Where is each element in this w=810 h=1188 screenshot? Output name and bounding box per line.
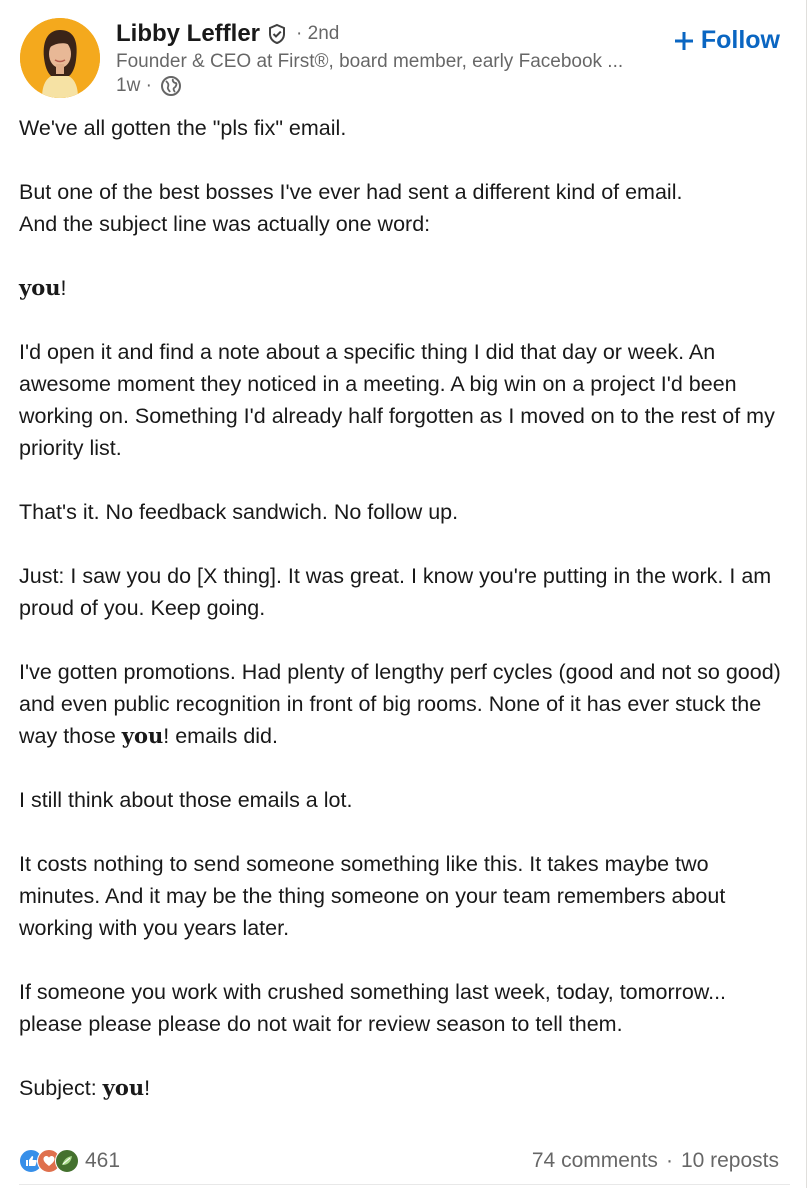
reactions-summary[interactable] [19,1149,120,1173]
paragraph [19,560,789,624]
paragraph [19,272,789,304]
engagement-counts [532,1149,779,1173]
post-time: 1w · [116,75,152,96]
paragraph-text: If someone you work with crushed something last week, today, tomorrow... please please please do not wait for review season to tell them. [19,980,727,1036]
bold-you-text: you [19,275,61,300]
connection-degree: · 2nd [296,23,340,44]
paragraph-text: Subject: [19,1076,103,1100]
paragraph [19,112,789,144]
paragraph [19,336,789,464]
author-info [116,18,676,97]
paragraph-text: ! [60,276,67,300]
paragraph [19,496,789,528]
paragraph [19,848,789,944]
separator-dot: · [665,1149,673,1172]
bold-you-text: you [121,723,164,748]
follow-button[interactable] [673,26,780,55]
author-name[interactable]: Libby Leffler [116,20,261,47]
paragraph-text: ! emails did. [163,724,278,748]
author-headline: Founder & CEO at First®, board member, early Facebook ... [116,51,624,72]
divider [19,1184,790,1185]
paragraph-text: And the subject line was actually one word: [19,212,431,236]
paragraph [19,976,789,1040]
paragraph-text: It costs nothing to send someone something like this. It takes maybe two minutes. And it may be the thing someone on your team remembers about working with you years later. [19,852,726,940]
globe-icon [160,75,182,97]
paragraph [19,1072,789,1104]
paragraph-text: I'd open it and find a note about a specific thing I did that day or week. An awesome moment they noticed in a meeting. A big win on a project I'd been working on. Something I'd already half forgotten as I moved on to the rest of my priority list. [19,340,775,460]
plus-icon [673,30,695,52]
verified-icon [266,23,288,45]
reaction-icons [19,1149,81,1173]
reaction-count: 461 [85,1149,121,1172]
comments-link[interactable]: 74 comments [531,1149,658,1172]
post-text [19,112,789,1136]
right-border [806,0,807,1188]
paragraph-text: Just: I saw you do [X thing]. It was great. I know you're putting in the work. I am proud of you. Keep going. [19,564,772,620]
avatar[interactable] [20,18,100,98]
post-header [20,18,790,102]
paragraph-text: I've gotten promotions. Had plenty of lengthy perf cycles (good and not so good) and even public recognition in front of big rooms. None of it has ever stuck the way those [19,660,781,748]
paragraph [19,784,789,816]
paragraph-text: I still think about those emails a lot. [19,788,353,812]
paragraph-text: But one of the best bosses I've ever had sent a different kind of email. [19,180,683,204]
reposts-link[interactable]: 10 reposts [680,1149,779,1172]
paragraph [19,176,789,240]
paragraph-text: We've all gotten the "pls fix" email. [19,116,347,140]
follow-label: Follow [700,26,780,54]
social-counts-bar [19,1144,779,1178]
paragraph [19,656,789,752]
bold-you-text: you [102,1075,145,1100]
paragraph-text: ! [144,1076,151,1100]
paragraph-text: That's it. No feedback sandwich. No follow up. [19,500,459,524]
support-icon [55,1149,79,1173]
